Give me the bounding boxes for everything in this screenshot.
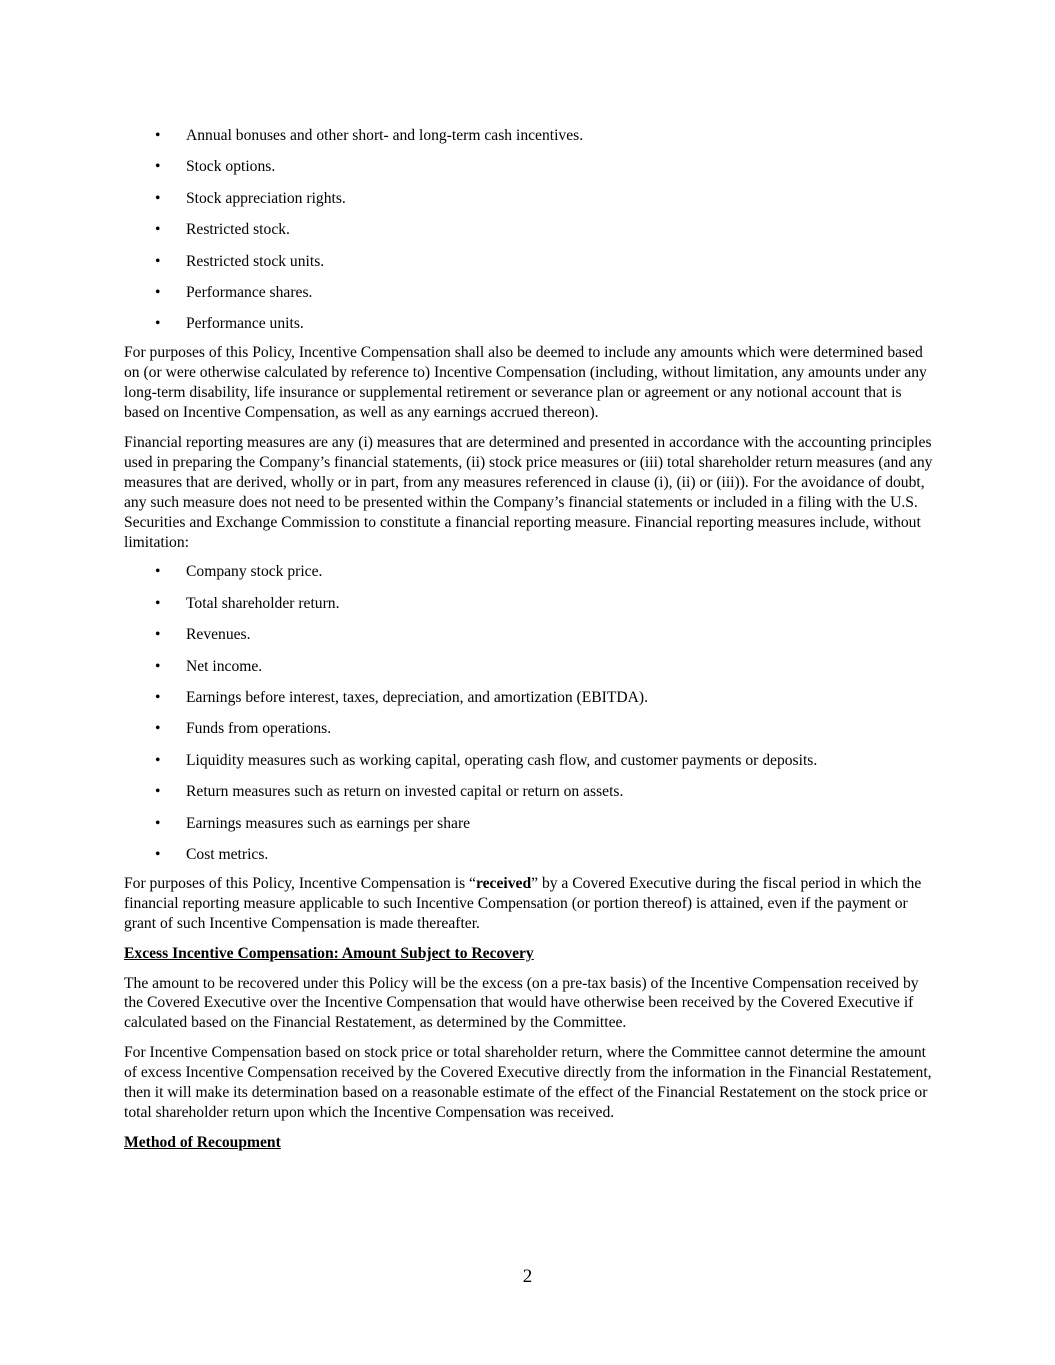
paragraph-received: For purposes of this Policy, Incentive Compensation is “received” by a Covered Executive during the fiscal period in which the financial reporting measure applicable to such Incentive Compensation (or portion thereof) is attained, even if the payment or grant of such Incentive Compensation is made thereafter. [124,874,922,932]
list-item: • Restricted stock units. [155,252,325,270]
paragraph-financial-measures: Financial reporting measures are any (i) measures that are determined and presented in accordance with the accounting principles used in preparing the Company’s financial statements, (ii) stock price measures or (iii) total shareholder return measures (and any measures that are derived, wholly or in part, from any measures referenced in clause (i), (ii) or (iii)). For the avoidance of doubt, any such measure does not need to be presented within the Company’s financial statements or included in a filing with the U.S. Securities and Exchange Commission to constitute a financial reporting measure. Financial reporting measures include, without limitation: [124,433,933,551]
bullet-icon: • [155,594,161,612]
document-body [124,126,936,1163]
list-item: • Company stock price. [155,563,323,581]
incentive-compensation-list [124,126,936,334]
list-item: • Annual bonuses and other short- and long-term cash incentives. [155,127,584,144]
list-item: • Performance units. [155,315,304,333]
page-number: 2 [522,1266,533,1287]
list-item: • Net income. [155,657,263,675]
bullet-icon: • [155,252,161,270]
list-item: • Liquidity measures such as working capital, operating cash flow, and customer payments or deposits. [155,751,818,769]
bullet-icon: • [155,814,161,832]
list-item: • Earnings measures such as earnings per share [155,814,471,832]
bullet-icon: • [155,221,161,239]
list-item: • Performance shares. [155,283,313,301]
bullet-icon: • [155,626,161,644]
heading-method-of-recoupment: Method of Recoupment [124,1133,281,1151]
bullet-icon: • [155,283,161,301]
received-term: received [475,874,532,892]
list-item: • Earnings before interest, taxes, depreciation, and amortization (EBITDA). [155,688,649,706]
financial-measures-list [124,562,936,865]
bullet-icon: • [155,127,161,144]
bullet-icon: • [155,845,161,863]
list-item: • Stock appreciation rights. [155,189,346,207]
bullet-icon: • [155,783,161,801]
paragraph-amount-recovered: The amount to be recovered under this Policy will be the excess (on a pre-tax basis) of the Incentive Compensation received by the Covered Executive over the Incentive Compensation that would have otherwise been received by the Covered Executive if calculated based on the Financial Restatement, as determined by the Committee. [124,974,919,1032]
bullet-icon: • [155,657,161,675]
paragraph-stock-price: For Incentive Compensation based on stock price or total shareholder return, where the Committee cannot determine the amount of excess Incentive Compensation received by the Covered Executive directly from the information in the Financial Restatement, then it will make its determination based on a reasonable estimate of the effect of the Financial Restatement on the stock price or total shareholder return upon which the Incentive Compensation was received. [124,1044,932,1121]
bullet-icon: • [155,189,161,207]
paragraph-incentive-includes: For purposes of this Policy, Incentive Compensation shall also be deemed to include any amounts which were determined based on (or were otherwise calculated by reference to) Incentive Compensation (including, without limitation, any amounts under any long-term disability, life insurance or supplemental retirement or severance plan or agreement or any notional account that is based on Incentive Compensation, as well as any earnings accrued thereon). [124,344,927,422]
list-item: • Cost metrics. [155,845,269,863]
bullet-icon: • [155,688,161,706]
bullet-icon: • [155,563,161,581]
list-item: • Revenues. [155,626,251,644]
list-item: • Stock options. [155,158,276,176]
bullet-icon: • [155,158,161,176]
bullet-icon: • [155,751,161,769]
bullet-icon: • [155,315,161,333]
list-item: • Funds from operations. [155,720,332,738]
bullet-icon: • [155,720,161,738]
list-item: • Restricted stock. [155,221,290,239]
list-item: • Total shareholder return. [155,594,340,612]
heading-excess-incentive: Excess Incentive Compensation: Amount Subject to Recovery [124,944,534,962]
list-item: • Return measures such as return on invested capital or return on assets. [155,783,624,801]
